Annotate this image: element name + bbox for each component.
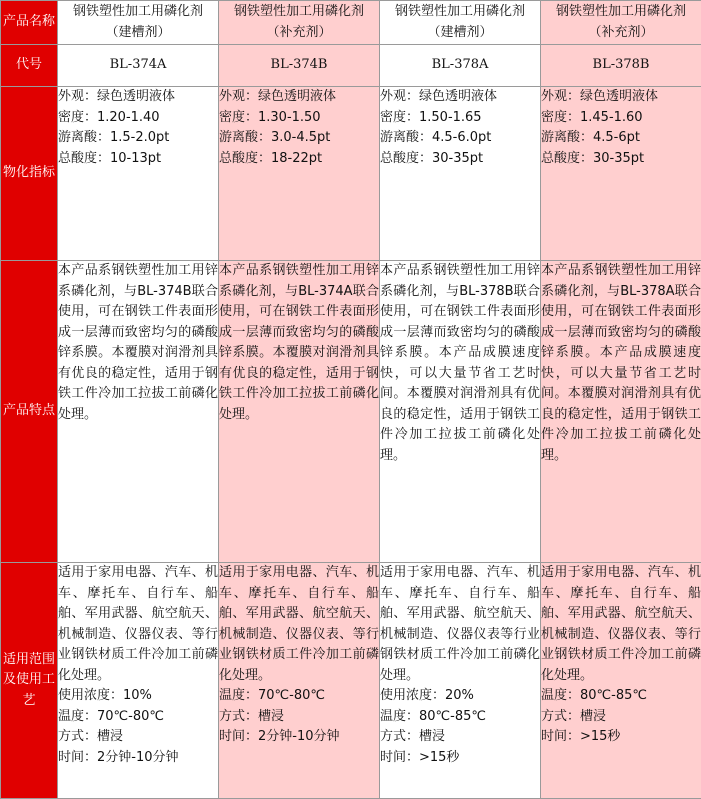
physchem-density: 密度：1.20-1.40	[58, 108, 218, 129]
label-product-name: 产品名称	[1, 1, 58, 45]
usage-374b	[219, 563, 380, 799]
usage-378a	[380, 563, 541, 799]
usage-temperature: 温度：70℃-80℃	[219, 686, 379, 707]
usage-scope: 适用于家用电器、汽车、机车、摩托车、自行车、船舶、军用武器、航空航天、机械制造、仪器仪表、等行业钢铁材质工件冷加工前磷化处理。	[58, 563, 218, 686]
usage-time: 时间：2分钟-10分钟	[58, 748, 218, 769]
physchem-total-acid: 总酸度：18-22pt	[219, 149, 379, 170]
row-product-name	[1, 1, 701, 45]
usage-concentration: 使用浓度：10%	[58, 686, 218, 707]
usage-temperature: 温度：80℃-85℃	[541, 686, 701, 707]
physchem-density: 密度：1.50-1.65	[380, 108, 540, 129]
usage-scope: 适用于家用电器、汽车、机车、摩托车、自行车、船舶、军用武器、航空航天、机械制造、仪器仪表等行业钢铁材质工件冷加工前磷化处理。	[380, 563, 540, 686]
physchem-total-acid: 总酸度：10-13pt	[58, 149, 218, 170]
usage-concentration: 使用浓度：20%	[380, 686, 540, 707]
features-374b: 本产品系钢铁塑性加工用锌系磷化剂，与BL-374A联合使用，可在钢铁工件表面形成一层薄而致密均匀的磷酸锌系膜。本覆膜对润滑剂具有优良的稳定性，适用于钢铁工件冷加工拉拔工前磷化处理。	[219, 261, 380, 563]
physchem-total-acid: 总酸度：30-35pt	[380, 149, 540, 170]
code-374b: BL-374B	[219, 45, 380, 87]
row-code	[1, 45, 701, 87]
usage-method: 方式：槽浸	[541, 707, 701, 728]
product-name-378b	[541, 1, 701, 45]
product-name-main: 钢铁塑性加工用磷化剂	[541, 2, 701, 23]
physchem-total-acid: 总酸度：30-35pt	[541, 149, 701, 170]
features-378a: 本产品系钢铁塑性加工用锌系磷化剂，与BL-378B联合使用，可在钢铁工件表面形成一层薄而致密均匀的磷酸锌系膜。本产品成膜速度快，可以大量节省工艺时间。本覆膜对润滑剂具有优良的稳定性，适用于钢铁工件冷加工拉拔工前磷化处理。	[380, 261, 541, 563]
product-name-sub: （建槽剂）	[380, 23, 540, 44]
features-378b: 本产品系钢铁塑性加工用锌系磷化剂，与BL-378A联合使用，可在钢铁工件表面形成一层薄而致密均匀的磷酸锌系膜。本产品成膜速度快，可以大量节省工艺时间。本覆膜对润滑剂具有优良的稳定性，适用于钢铁工件冷加工拉拔工前磷化处理。	[541, 261, 701, 563]
code-374a: BL-374A	[58, 45, 219, 87]
label-code: 代号	[1, 45, 58, 87]
physchem-appearance: 外观：绿色透明液体	[541, 87, 701, 108]
physchem-density: 密度：1.45-1.60	[541, 108, 701, 129]
row-physchem	[1, 87, 701, 261]
physchem-appearance: 外观：绿色透明液体	[58, 87, 218, 108]
usage-374a	[58, 563, 219, 799]
usage-method: 方式：槽浸	[219, 707, 379, 728]
usage-temperature: 温度：70℃-80℃	[58, 707, 218, 728]
product-name-378a	[380, 1, 541, 45]
physchem-free-acid: 游离酸：4.5-6pt	[541, 128, 701, 149]
usage-scope: 适用于家用电器、汽车、机车、摩托车、自行车、船舶、军用武器、航空航天、机械制造、仪器仪表、等行业钢铁材质工件冷加工前磷化处理。	[219, 563, 379, 686]
usage-378b	[541, 563, 701, 799]
label-physchem: 物化指标	[1, 87, 58, 261]
row-usage	[1, 563, 701, 799]
physchem-378b	[541, 87, 701, 261]
product-name-sub: （补充剂）	[541, 23, 701, 44]
label-usage: 适用范围及使用工艺	[1, 563, 58, 799]
usage-time: 时间：2分钟-10分钟	[219, 727, 379, 748]
physchem-free-acid: 游离酸：4.5-6.0pt	[380, 128, 540, 149]
label-features: 产品特点	[1, 261, 58, 563]
product-name-main: 钢铁塑性加工用磷化剂	[219, 2, 379, 23]
physchem-374a	[58, 87, 219, 261]
product-name-sub: （建槽剂）	[58, 23, 218, 44]
usage-time: 时间：>15秒	[380, 748, 540, 769]
code-378a: BL-378A	[380, 45, 541, 87]
physchem-free-acid: 游离酸：3.0-4.5pt	[219, 128, 379, 149]
features-374a: 本产品系钢铁塑性加工用锌系磷化剂，与BL-374B联合使用，可在钢铁工件表面形成一层薄而致密均匀的磷酸锌系膜。本覆膜对润滑剂具有优良的稳定性，适用于钢铁工件冷加工拉拔工前磷化处理。	[58, 261, 219, 563]
product-name-374b	[219, 1, 380, 45]
product-name-main: 钢铁塑性加工用磷化剂	[58, 2, 218, 23]
physchem-appearance: 外观：绿色透明液体	[219, 87, 379, 108]
physchem-378a	[380, 87, 541, 261]
row-features	[1, 261, 701, 563]
physchem-appearance: 外观：绿色透明液体	[380, 87, 540, 108]
product-name-sub: （补充剂）	[219, 23, 379, 44]
product-name-main: 钢铁塑性加工用磷化剂	[380, 2, 540, 23]
usage-method: 方式：槽浸	[58, 727, 218, 748]
usage-time: 时间：>15秒	[541, 727, 701, 748]
physchem-374b	[219, 87, 380, 261]
physchem-density: 密度：1.30-1.50	[219, 108, 379, 129]
physchem-free-acid: 游离酸：1.5-2.0pt	[58, 128, 218, 149]
product-name-374a	[58, 1, 219, 45]
usage-temperature: 温度：80℃-85℃	[380, 707, 540, 728]
code-378b: BL-378B	[541, 45, 701, 87]
usage-scope: 适用于家用电器、汽车、机车、摩托车、自行车、船舶、军用武器、航空航天、机械制造、仪器仪表、等行业钢铁材质工件冷加工前磷化处理。	[541, 563, 701, 686]
usage-method: 方式：槽浸	[380, 727, 540, 748]
